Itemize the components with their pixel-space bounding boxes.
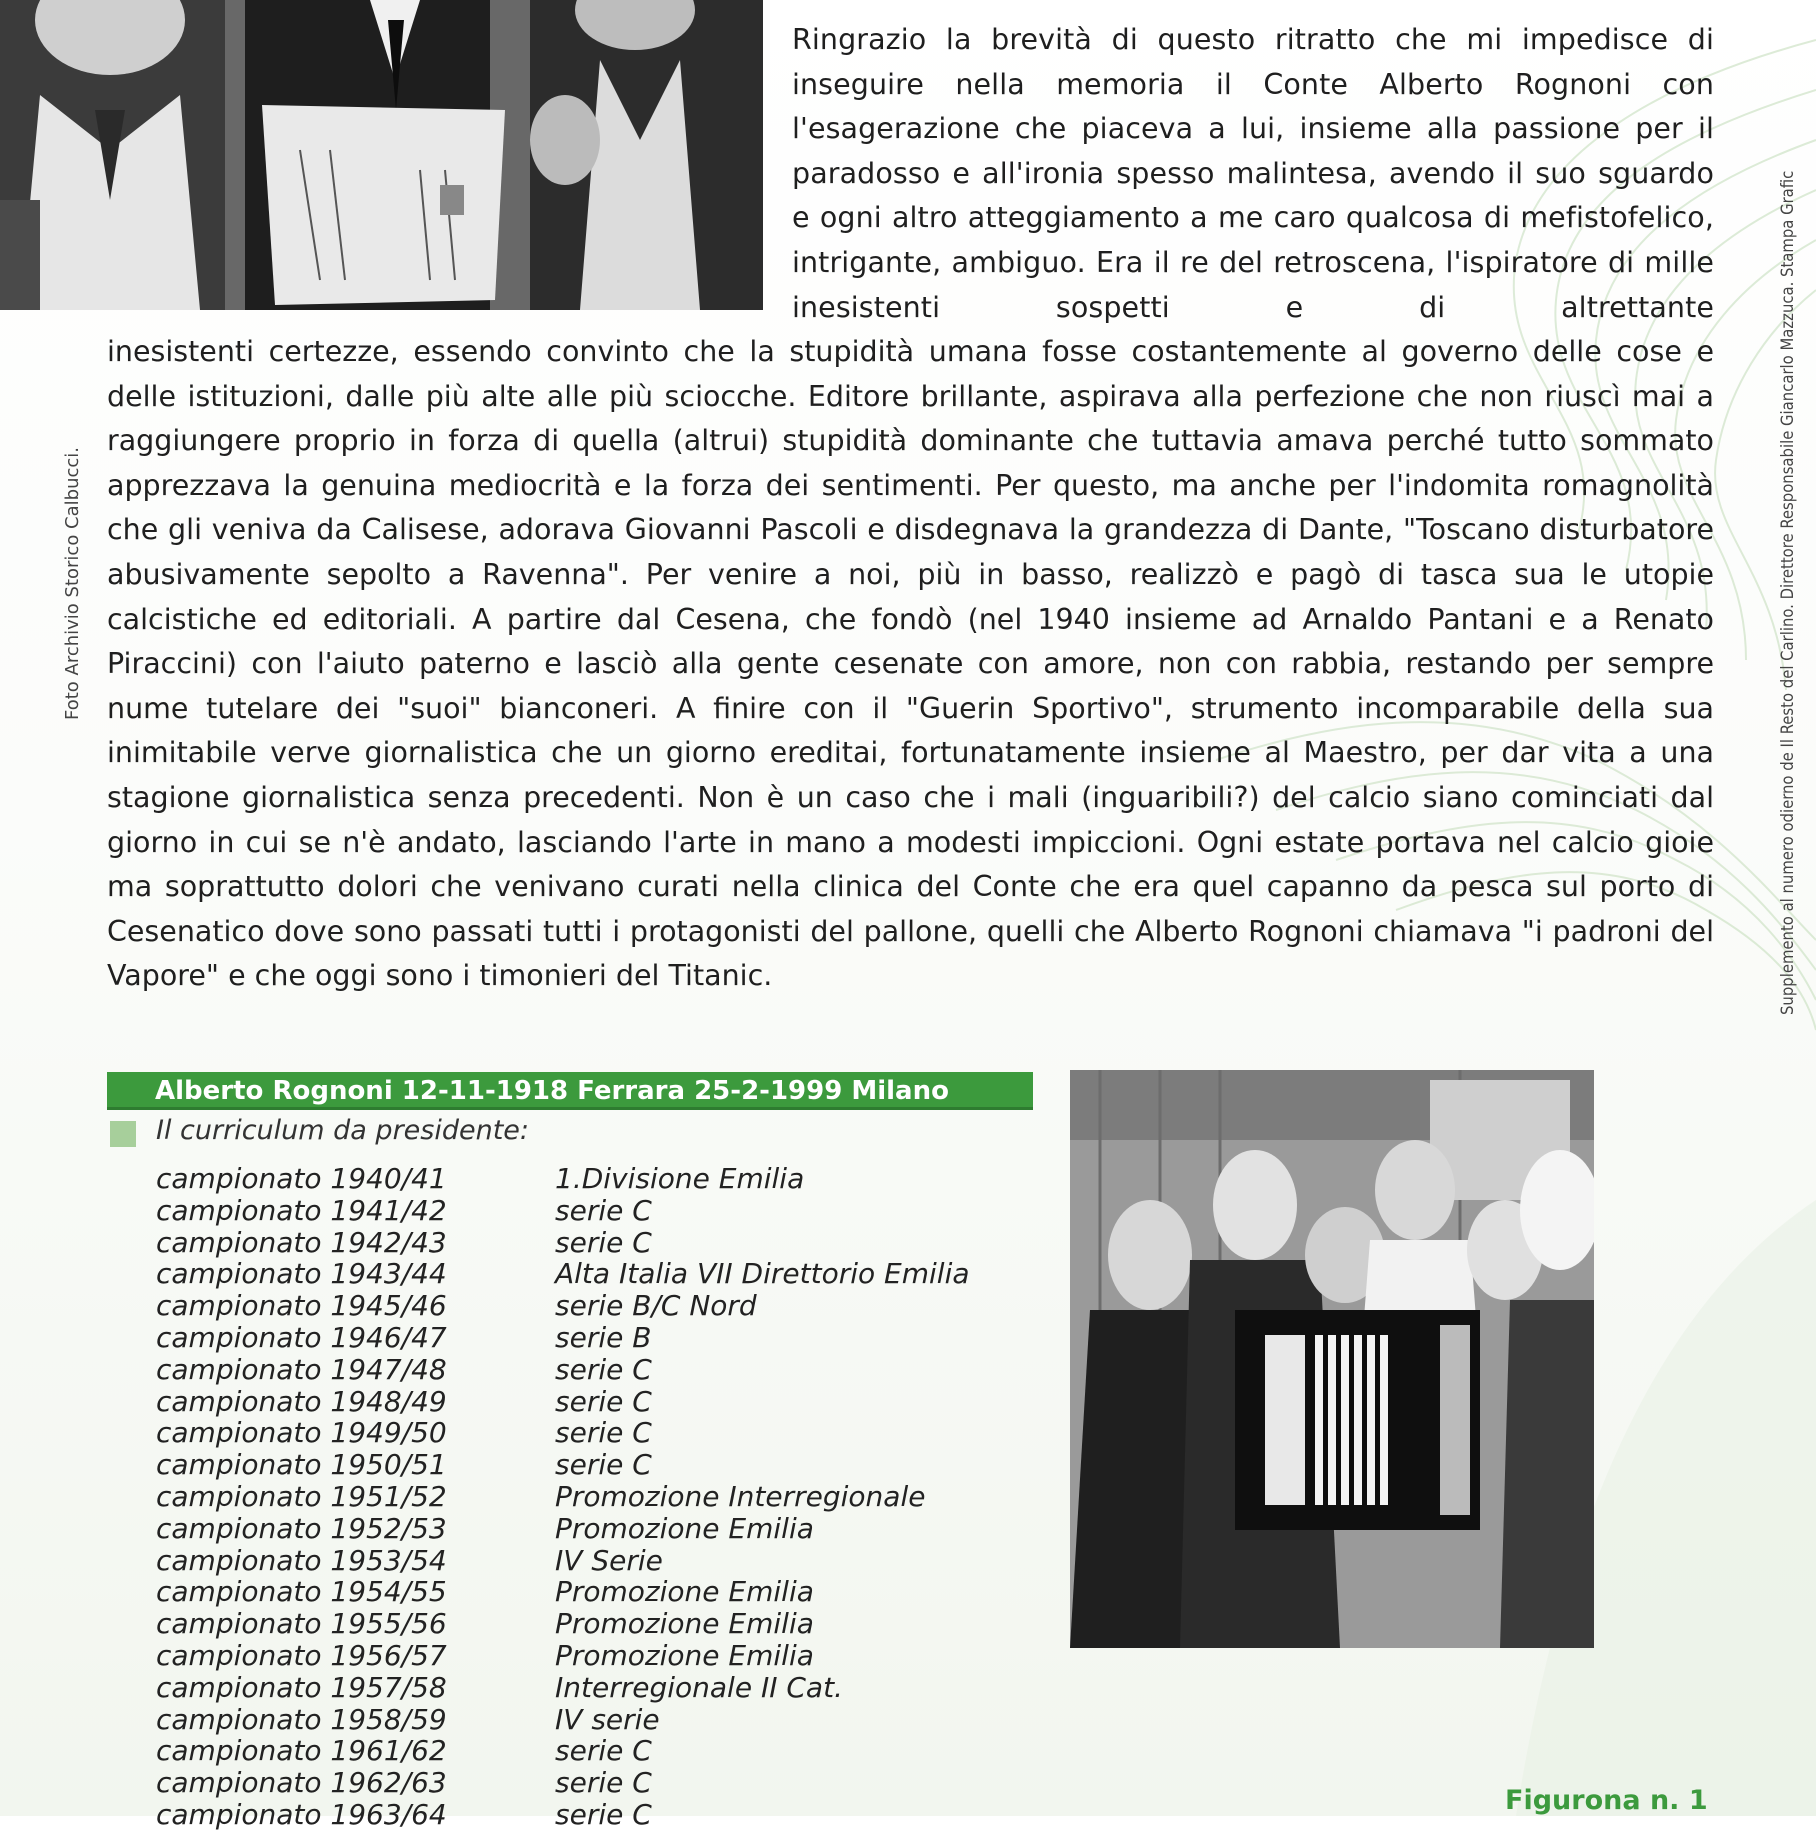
supplement-credit: Supplemento al numero odierno de Il Resto del Carlino. Direttore Responsabile Giancarlo Mazzuca. Stampa Grafic bbox=[1778, 170, 1797, 1015]
season-label: campionato 1954/55 bbox=[156, 1575, 447, 1609]
league-label: IV Serie bbox=[555, 1543, 663, 1577]
season-label: campionato 1942/43 bbox=[156, 1225, 447, 1259]
figure-caption: Figurona n. 1 bbox=[1505, 1785, 1708, 1816]
league-label: serie B/C Nord bbox=[555, 1289, 757, 1323]
curriculum-row bbox=[156, 1386, 1036, 1418]
curriculum-row bbox=[156, 1767, 1036, 1799]
league-label: serie C bbox=[555, 1225, 652, 1259]
league-label: Promozione Emilia bbox=[555, 1638, 814, 1672]
league-label: Promozione Emilia bbox=[555, 1607, 814, 1641]
curriculum-row bbox=[156, 1545, 1036, 1577]
bio-heading: Alberto Rognoni 12-11-1918 Ferrara 25-2-1999 Milano bbox=[107, 1072, 1033, 1110]
curriculum-row bbox=[156, 1704, 1036, 1736]
article-intro-paragraph: Ringrazio la brevità di questo ritratto che mi impedisce di inseguire nella memoria il Conte Alberto Rognoni con l'esagerazione che piaceva a lui, insieme alla passione per il paradosso e all'ironia spesso malintesa, avendo il suo sguardo e ogni altro atteggiamento a me caro qualcosa di mefistofelico, intrigante, ambiguo. Era il re del retroscena, l'ispiratore di mille inesistenti sospetti e di altrettante bbox=[792, 23, 1714, 324]
league-label: Promozione Emilia bbox=[555, 1511, 814, 1545]
season-label: campionato 1961/62 bbox=[156, 1734, 447, 1768]
league-label: serie C bbox=[555, 1766, 652, 1800]
league-label: Alta Italia VII Direttorio Emilia bbox=[555, 1257, 970, 1291]
season-label: campionato 1963/64 bbox=[156, 1797, 447, 1831]
curriculum-row bbox=[156, 1672, 1036, 1704]
league-label: serie C bbox=[555, 1193, 652, 1227]
season-label: campionato 1941/42 bbox=[156, 1193, 447, 1227]
season-label: campionato 1958/59 bbox=[156, 1702, 447, 1736]
league-label: Interregionale II Cat. bbox=[555, 1670, 843, 1704]
curriculum-row bbox=[156, 1608, 1036, 1640]
season-label: campionato 1945/46 bbox=[156, 1289, 447, 1323]
season-label: campionato 1943/44 bbox=[156, 1257, 447, 1291]
season-label: campionato 1952/53 bbox=[156, 1511, 447, 1545]
league-label: 1.Divisione Emilia bbox=[555, 1162, 805, 1195]
season-label: campionato 1957/58 bbox=[156, 1670, 447, 1704]
curriculum-title: Il curriculum da presidente: bbox=[156, 1115, 530, 1146]
season-label: campionato 1940/41 bbox=[156, 1162, 447, 1195]
season-label: campionato 1956/57 bbox=[156, 1638, 447, 1672]
season-label: campionato 1962/63 bbox=[156, 1766, 447, 1800]
curriculum-row bbox=[156, 1163, 1036, 1195]
season-label: campionato 1953/54 bbox=[156, 1543, 447, 1577]
curriculum-row bbox=[156, 1322, 1036, 1354]
league-label: serie C bbox=[555, 1448, 652, 1482]
league-label: serie C bbox=[555, 1416, 652, 1450]
season-label: campionato 1950/51 bbox=[156, 1448, 447, 1482]
league-label: Promozione Interregionale bbox=[555, 1479, 926, 1513]
season-label: campionato 1946/47 bbox=[156, 1320, 447, 1354]
curriculum-row bbox=[156, 1735, 1036, 1767]
curriculum-list bbox=[156, 1163, 1036, 1831]
season-label: campionato 1951/52 bbox=[156, 1479, 447, 1513]
curriculum-row bbox=[156, 1258, 1036, 1290]
curriculum-row bbox=[156, 1576, 1036, 1608]
season-label: campionato 1947/48 bbox=[156, 1352, 447, 1386]
league-label: serie C bbox=[555, 1352, 652, 1386]
league-label: serie B bbox=[555, 1320, 652, 1354]
league-label: IV serie bbox=[555, 1702, 660, 1736]
bullet-square-icon bbox=[110, 1121, 136, 1147]
curriculum-row bbox=[156, 1481, 1036, 1513]
photo-credit: Foto Archivio Storico Calbucci. bbox=[62, 446, 83, 720]
curriculum-row bbox=[156, 1195, 1036, 1227]
photo-group-with-accordion bbox=[1070, 1070, 1594, 1648]
curriculum-row bbox=[156, 1354, 1036, 1386]
season-label: campionato 1949/50 bbox=[156, 1416, 447, 1450]
curriculum-row bbox=[156, 1417, 1036, 1449]
league-label: serie C bbox=[555, 1734, 652, 1768]
league-label: Promozione Emilia bbox=[555, 1575, 814, 1609]
curriculum-row bbox=[156, 1640, 1036, 1672]
league-label: serie C bbox=[555, 1384, 652, 1418]
photo-three-men-with-pennant bbox=[0, 0, 763, 310]
season-label: campionato 1955/56 bbox=[156, 1607, 447, 1641]
curriculum-row bbox=[156, 1513, 1036, 1545]
curriculum-row bbox=[156, 1449, 1036, 1481]
league-label: serie C bbox=[555, 1797, 652, 1831]
season-label: campionato 1948/49 bbox=[156, 1384, 447, 1418]
curriculum-row bbox=[156, 1227, 1036, 1259]
curriculum-row bbox=[156, 1290, 1036, 1322]
article-main-paragraph: inesistenti certezze, essendo convinto che la stupidità umana fosse costantemente al governo delle cose e delle istituzioni, dalle più alte alle più sciocche. Editore brillante, aspirava alla perfezione che non riuscì mai a raggiungere proprio in forza di quella (altrui) stupidità dominante che tuttavia amava perché tutto sommato apprezzava la genuina mediocrità e la forza dei sentimenti. Per questo, ma anche per l'indomita romagnolità che gli veniva da Calisese, adorava Giovanni Pascoli e disdegnava la grandezza di Dante, "Toscano disturbatore abusivamente sepolto a Ravenna". Per venire a noi, più in basso, realizzò e pagò di tasca sua le utopie calcistiche ed editoriali. A partire dal Cesena, che fondò (nel 1940 insieme ad Arnaldo Pantani e a Renato Piraccini) con l'aiuto paterno e lasciò alla gente cesenate con amore, non con rabbia, restando per sempre nume tutelare dei "suoi" bianconeri. A finire con il "Guerin Sportivo", strumento incomparabile della sua inimitabile verve giornalistica che un giorno ereditai, fortunatamente insieme al Maestro, per dar vita a una stagione giornalistica senza precedenti. Non è un caso che i mali (inguaribili?) del calcio siano cominciati dal giorno in cui se n'è andato, lasciando l'arte in mano a modesti impiccioni. Ogni estate portava nel calcio gioie ma soprattutto dolori che venivano curati nella clinica del Conte che era quel capanno da pesca sul porto di Cesenatico dove sono passati tutti i protagonisti del pallone, quelli che Alberto Rognoni chiamava "i padroni del Vapore" e che oggi sono i timonieri del Titanic. bbox=[107, 335, 1714, 993]
curriculum-row bbox=[156, 1799, 1036, 1831]
